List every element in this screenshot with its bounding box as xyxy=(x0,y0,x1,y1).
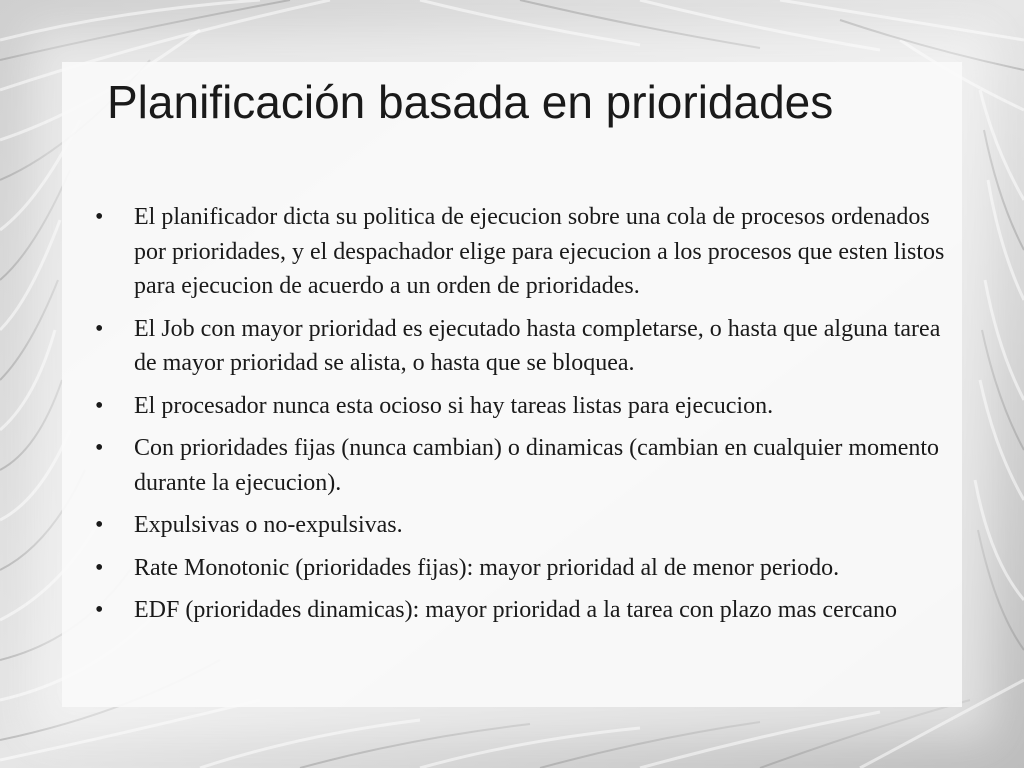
bullet-text: Expulsivas o no-expulsivas. xyxy=(134,512,403,538)
bullet-text: El Job con mayor prioridad es ejecutado hasta completarse, o hasta que alguna tarea de mayor prioridad se alista, o hasta que se bloquea. xyxy=(134,315,941,376)
bullet-item xyxy=(95,508,965,543)
bullet-item xyxy=(95,200,965,304)
bullet-item xyxy=(95,389,965,424)
bullet-marker: • xyxy=(95,315,104,342)
bullet-marker: • xyxy=(95,512,104,538)
bullet-text: Rate Monotonic (prioridades fijas): mayor prioridad al de menor periodo. xyxy=(134,554,840,581)
slide-title: Planificación basada en prioridades xyxy=(107,76,834,128)
bullet-marker: • xyxy=(95,392,104,419)
bullet-item xyxy=(95,551,965,586)
bullet-marker: • xyxy=(95,597,104,623)
bullet-marker: • xyxy=(95,435,104,461)
bullet-text: Con prioridades fijas (nunca cambian) o dinamicas (cambian en cualquier momento durante la ejecucion). xyxy=(134,435,940,496)
bullet-item xyxy=(95,593,965,628)
bullet-marker: • xyxy=(95,204,104,230)
bullet-item xyxy=(95,312,965,381)
bullet-item xyxy=(95,431,965,500)
bullet-text: EDF (prioridades dinamicas): mayor prioridad a la tarea con plazo mas cercano xyxy=(134,597,898,623)
bullet-text: El procesador nunca esta ocioso si hay tareas listas para ejecucion. xyxy=(134,392,774,419)
bullet-text: El planificador dicta su politica de ejecucion sobre una cola de procesos ordenados por prioridades, y el despachador elige para ejecucion a los procesos que esten listos para ejecucion de acuerdo a un orden de prioridades. xyxy=(134,204,945,299)
bullet-list xyxy=(95,200,965,636)
bullet-marker: • xyxy=(95,554,104,581)
